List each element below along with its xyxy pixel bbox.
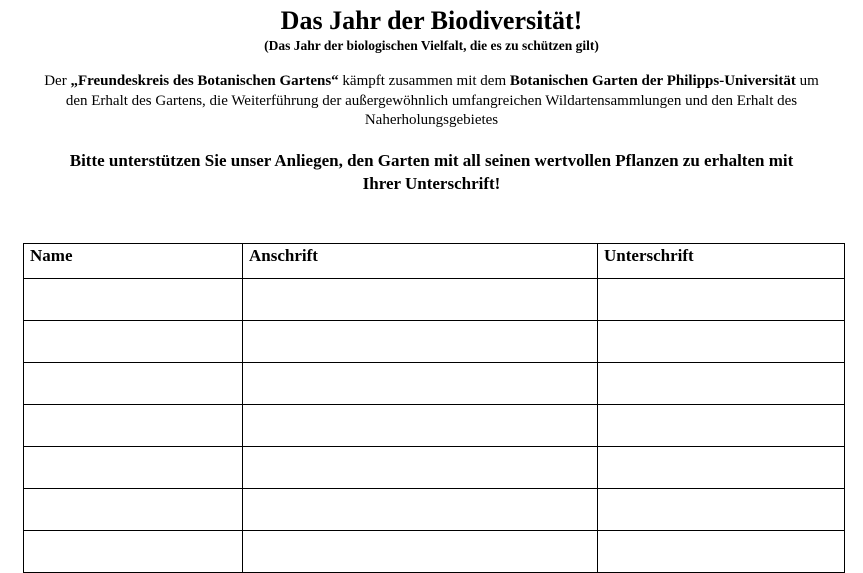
column-header-signature: Unterschrift bbox=[598, 244, 845, 279]
intro-bold-garden: Botanischen Garten der Philipps-Universität bbox=[509, 73, 796, 89]
address-cell[interactable] bbox=[243, 531, 598, 573]
table-row bbox=[24, 405, 845, 447]
table-row bbox=[24, 279, 845, 321]
name-cell[interactable] bbox=[24, 531, 243, 573]
appeal-text: Bitte unterstützen Sie unser Anliegen, den Garten mit all seinen wertvollen Pflanzen zu erhalten mit Ihrer Unterschrift! bbox=[69, 151, 794, 193]
name-cell[interactable] bbox=[24, 279, 243, 321]
address-cell[interactable] bbox=[243, 405, 598, 447]
signature-cell[interactable] bbox=[598, 363, 845, 405]
name-cell[interactable] bbox=[24, 405, 243, 447]
signature-cell[interactable] bbox=[598, 531, 845, 573]
signature-cell[interactable] bbox=[598, 405, 845, 447]
address-cell[interactable] bbox=[243, 447, 598, 489]
column-header-address: Anschrift bbox=[243, 244, 598, 279]
signature-cell[interactable] bbox=[598, 447, 845, 489]
signature-cell[interactable] bbox=[598, 279, 845, 321]
name-cell[interactable] bbox=[24, 489, 243, 531]
intro-bold-organization: „Freundeskreis des Botanischen Gartens“ bbox=[70, 73, 339, 89]
address-cell[interactable] bbox=[243, 279, 598, 321]
address-cell[interactable] bbox=[243, 321, 598, 363]
table-row bbox=[24, 363, 845, 405]
address-cell[interactable] bbox=[243, 489, 598, 531]
name-cell[interactable] bbox=[24, 363, 243, 405]
intro-text: Der bbox=[44, 73, 71, 89]
signature-cell[interactable] bbox=[598, 321, 845, 363]
name-cell[interactable] bbox=[24, 447, 243, 489]
intro-text: kämpft zusammen mit dem bbox=[338, 73, 510, 89]
page-subtitle: (Das Jahr der biologischen Vielfalt, die es zu schützen gilt) bbox=[264, 38, 599, 53]
table-row bbox=[24, 489, 845, 531]
intro-paragraph bbox=[40, 72, 823, 131]
table-header-row bbox=[24, 244, 845, 279]
address-cell[interactable] bbox=[243, 363, 598, 405]
name-cell[interactable] bbox=[24, 321, 243, 363]
table-row bbox=[24, 531, 845, 573]
table-row bbox=[24, 447, 845, 489]
signature-cell[interactable] bbox=[598, 489, 845, 531]
signature-table bbox=[23, 243, 845, 573]
column-header-name: Name bbox=[24, 244, 243, 279]
page-title: Das Jahr der Biodiversität! bbox=[280, 6, 583, 35]
intro-text: um den Erhalt des Gartens, die Weiterführung der außergewöhnlich umfangreichen Wildartensammlungen und den Erhalt des Naherholungsgebietes bbox=[65, 73, 819, 128]
table-row bbox=[24, 321, 845, 363]
